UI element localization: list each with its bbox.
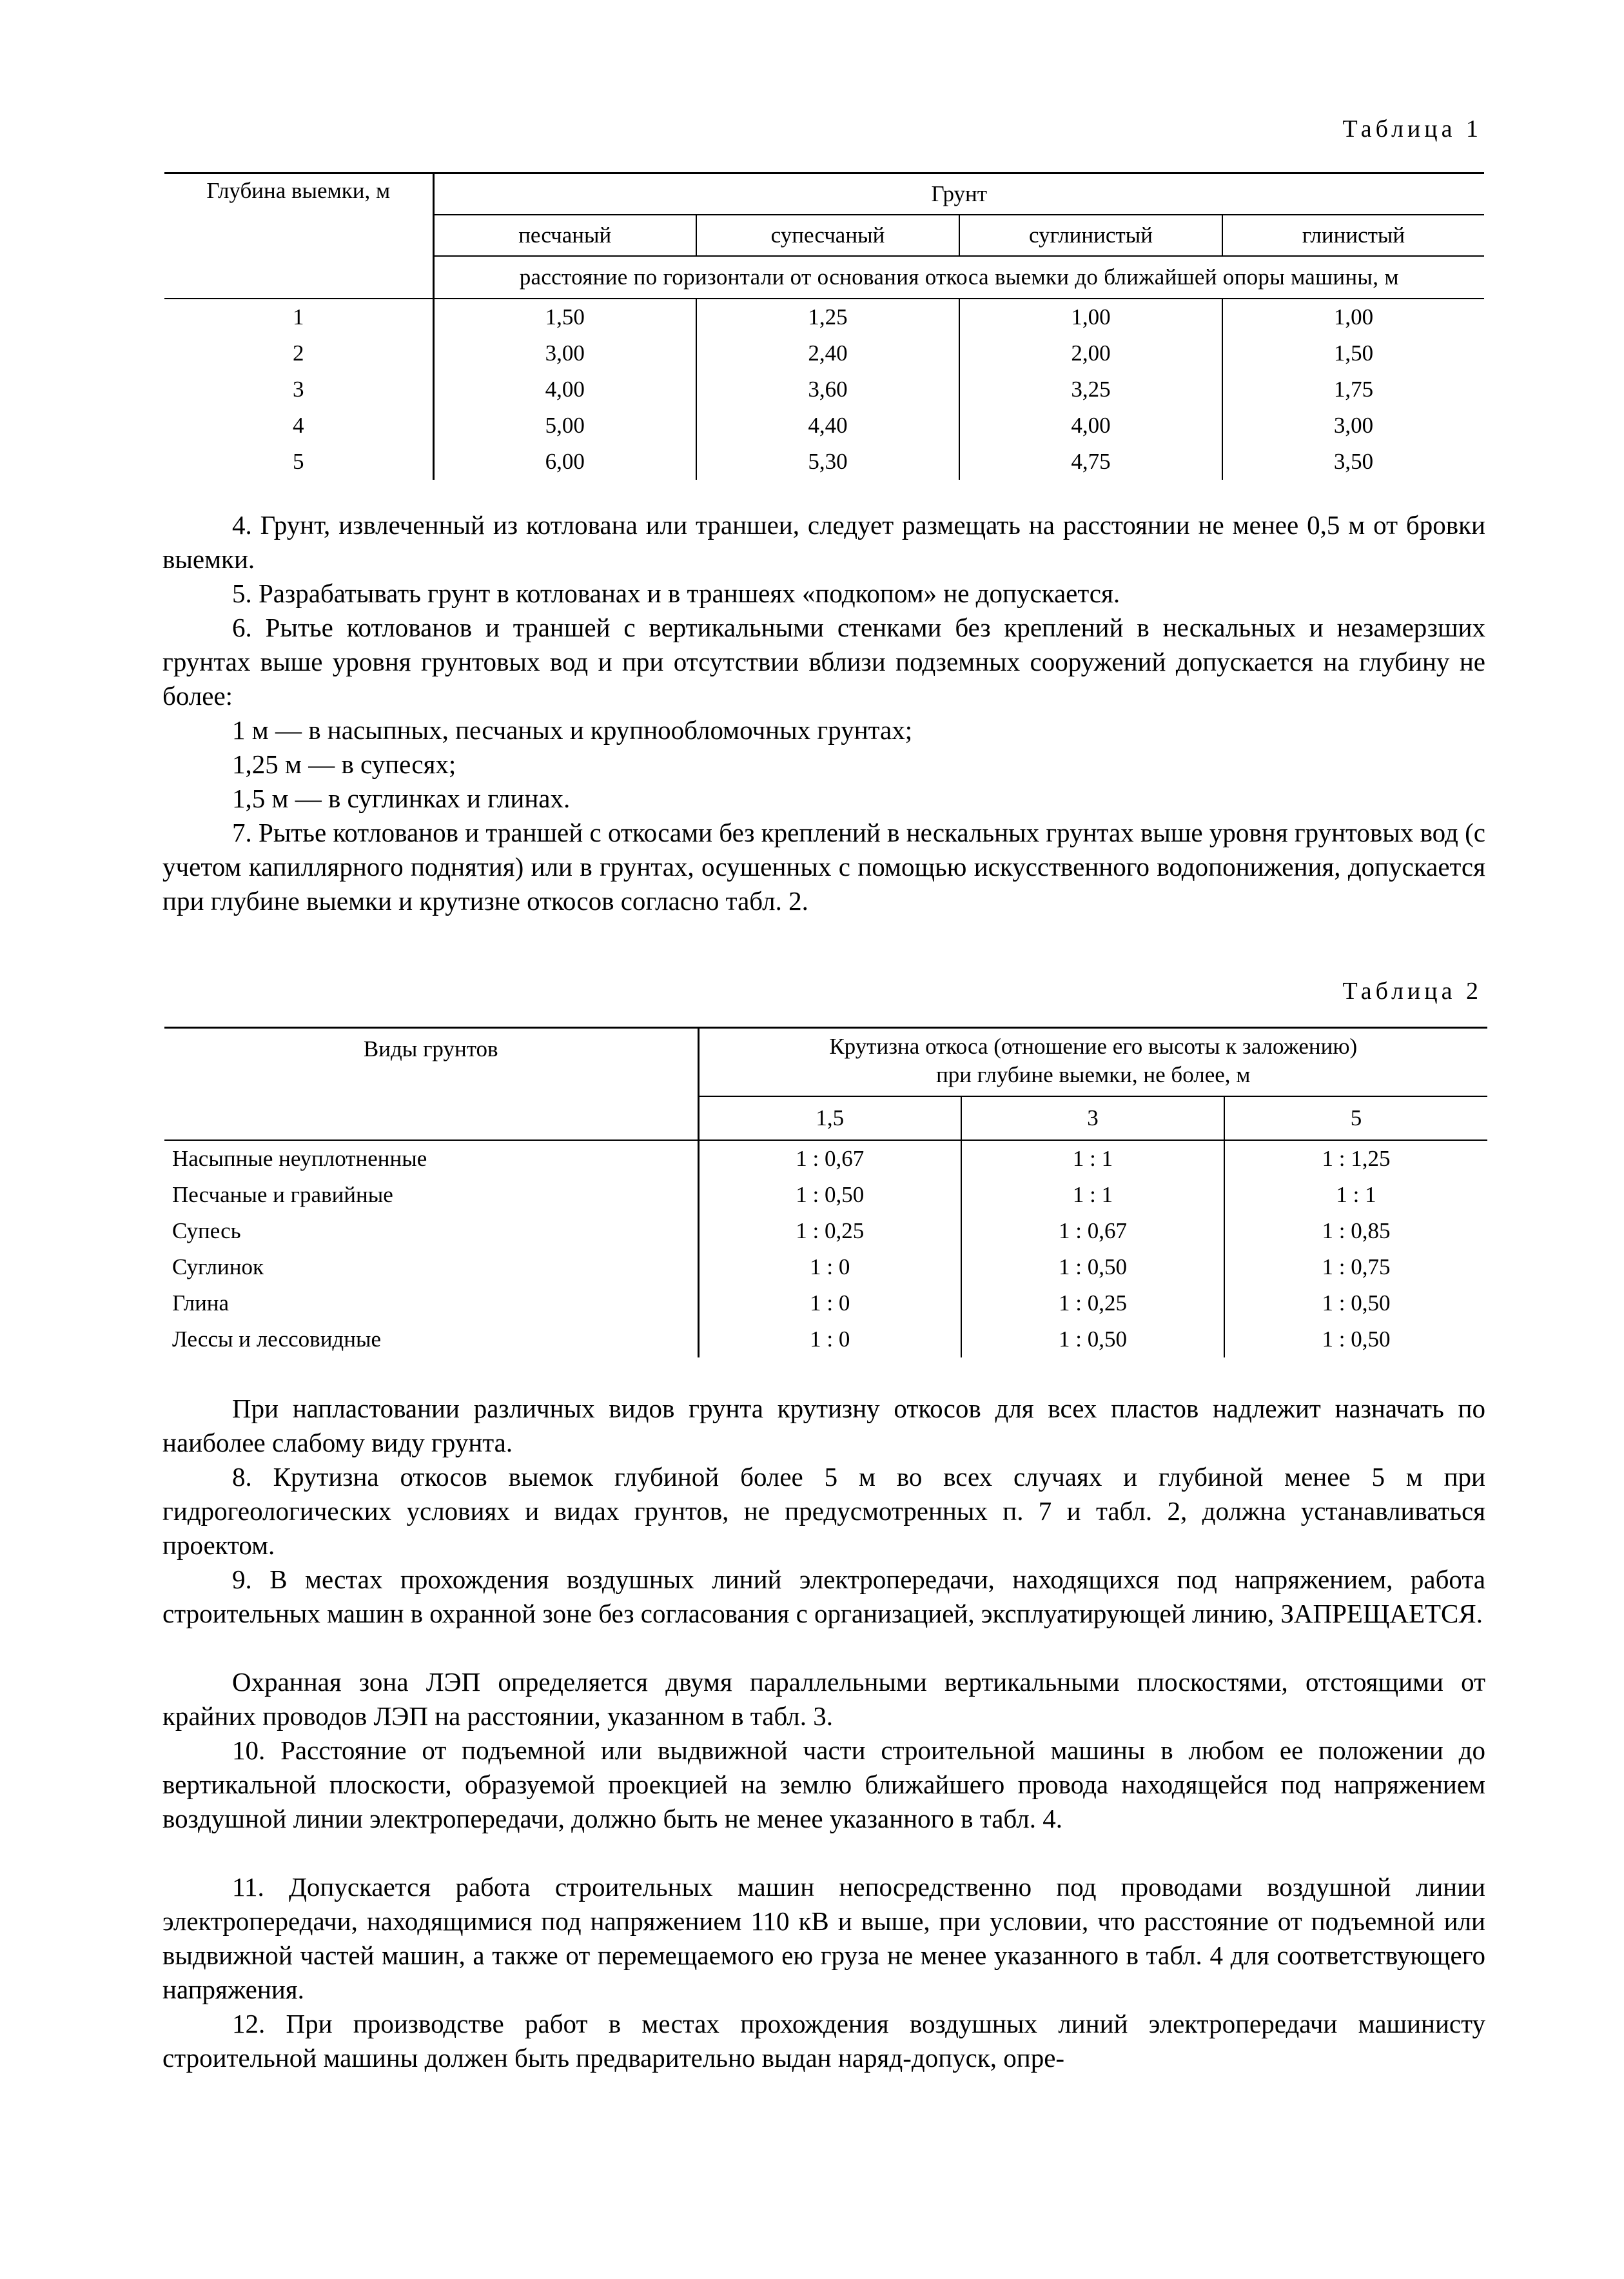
soil-type-header: песчаный bbox=[433, 215, 696, 256]
depth-cell: 1 bbox=[164, 299, 433, 335]
paragraph: 9. В местах прохождения воздушных линий электропередачи, находящихся под напряжением, работа строительных машин в охранной зоне без согласования с организацией, эксплуатирующей линию, ЗАПРЕЩАЕТСЯ. bbox=[162, 1564, 1485, 1628]
value-cell: 5,00 bbox=[433, 408, 696, 444]
value-cell: 3,50 bbox=[1333, 449, 1374, 474]
soil-name-cell: Песчаные и гравийные bbox=[164, 1177, 698, 1213]
depth-header: Глубина выемки, м bbox=[164, 173, 433, 299]
value-cell: 3,25 bbox=[959, 371, 1222, 408]
list-item: 1 м — в насыпных, песчаных и крупнообломочных грунтах; bbox=[232, 715, 913, 745]
depth-header: 1,5 bbox=[698, 1096, 961, 1140]
value-cell: 3,60 bbox=[696, 371, 959, 408]
paragraph: 12. При производстве работ в местах прохождения воздушных линий электропередачи машинисту строительной машины должен быть предварительно выдан наряд-допуск, опре- bbox=[162, 2009, 1485, 2073]
soil-name-cell: Глина bbox=[164, 1285, 698, 1321]
soil-name-cell: Насыпные неуплотненные bbox=[164, 1140, 698, 1177]
value-cell: 1,50 bbox=[433, 299, 696, 335]
slope-cell: 1 : 0 bbox=[698, 1249, 961, 1285]
slope-cell: 1 : 0,50 bbox=[961, 1321, 1224, 1357]
depth-cell: 5 bbox=[164, 444, 433, 480]
distance-note: расстояние по горизонтали от основания откоса выемки до ближайшей опоры машины, м bbox=[433, 256, 1484, 299]
table-row bbox=[164, 1177, 1487, 1213]
table-row bbox=[164, 1285, 1487, 1321]
soil-name-cell: Суглинок bbox=[164, 1249, 698, 1285]
table-row bbox=[164, 1321, 1487, 1357]
slope-cell: 1 : 0,85 bbox=[1322, 1218, 1391, 1243]
soil-name-cell: Супесь bbox=[164, 1213, 698, 1249]
depth-cell: 3 bbox=[164, 371, 433, 408]
soil-header: Грунт bbox=[433, 173, 1484, 215]
table-row bbox=[164, 371, 1484, 408]
paragraph: 8. Крутизна откосов выемок глубиной более 5 м во всех случаях и глубиной менее 5 м при гидрогеологических условиях и видах грунтов, не предусмотренных п. 7 и табл. 2, должна устанавливаться проектом. bbox=[162, 1462, 1485, 1560]
value-cell: 1,75 bbox=[1333, 377, 1374, 402]
slope-header-line2: при глубине выемки, не более, м bbox=[936, 1062, 1251, 1087]
soil-type-header: суглинистый bbox=[959, 215, 1222, 256]
value-cell: 4,40 bbox=[696, 408, 959, 444]
depth-cell: 4 bbox=[164, 408, 433, 444]
paragraph: 11. Допускается работа строительных машин непосредственно под проводами воздушной линии электропередачи, находящимися под напряжением 110 кВ и выше, при условии, что расстояние от подъемной или выдвижной частей машин, а также от перемещаемого ею груза не менее указанного в табл. 4 для соответствующего напряжения. bbox=[162, 1872, 1485, 2004]
slope-cell: 1 : 0,25 bbox=[698, 1213, 961, 1249]
slope-cell: 1 : 0,75 bbox=[1322, 1254, 1391, 1279]
table2-caption: Таблица 2 bbox=[1342, 978, 1482, 1005]
slope-cell: 1 : 1 bbox=[961, 1140, 1224, 1177]
table1-caption: Таблица 1 bbox=[1342, 115, 1482, 143]
paragraph: 10. Расстояние от подъемной или выдвижной части строительной машины в любом ее положении до вертикальной плоскости, образуемой проекцией на землю ближайшего провода находящейся под напряжением воздушной линии электропередачи, должно быть не менее указанного в табл. 4. bbox=[162, 1735, 1485, 1833]
depth-header: 5 bbox=[1224, 1096, 1487, 1140]
paragraph: Охранная зона ЛЭП определяется двумя параллельными вертикальными плоскостями, отстоящими от крайних проводов ЛЭП на расстоянии, указанном в табл. 3. bbox=[162, 1667, 1485, 1731]
slope-cell: 1 : 1,25 bbox=[1224, 1140, 1487, 1177]
value-cell: 1,50 bbox=[1333, 340, 1374, 366]
slope-header-line1: Крутизна откоса (отношение его высоты к заложению) bbox=[829, 1034, 1358, 1059]
value-cell: 4,75 bbox=[959, 444, 1222, 480]
depth-header: 3 bbox=[961, 1096, 1224, 1140]
slope-cell: 1 : 0,50 bbox=[1322, 1327, 1391, 1352]
soil-types-header: Виды грунтов bbox=[164, 1028, 698, 1141]
value-cell: 2,40 bbox=[696, 335, 959, 371]
slope-cell: 1 : 0,50 bbox=[1322, 1290, 1391, 1316]
table-row bbox=[164, 444, 1484, 480]
value-cell: 6,00 bbox=[433, 444, 696, 480]
soil-type-header: глинистый bbox=[1222, 215, 1484, 256]
paragraph: 5. Разрабатывать грунт в котлованах и в траншеях «подкопом» не допускается. bbox=[232, 578, 1120, 608]
value-cell: 1,25 bbox=[696, 299, 959, 335]
table-row bbox=[164, 335, 1484, 371]
value-cell: 3,00 bbox=[1333, 413, 1374, 438]
soil-type-header: супесчаный bbox=[696, 215, 959, 256]
slope-cell: 1 : 1 bbox=[1336, 1182, 1376, 1207]
value-cell: 1,00 bbox=[1222, 299, 1484, 335]
table-row bbox=[164, 1140, 1487, 1177]
paragraph: При напластовании различных видов грунта крутизну откосов для всех пластов надлежит назначать по наиболее слабому виду грунта. bbox=[162, 1394, 1485, 1457]
list-item: 1,25 м — в супесях; bbox=[232, 749, 456, 779]
list-item: 1,5 м — в суглинках и глинах. bbox=[232, 784, 571, 813]
paragraph: 6. Рытье котлованов и траншей с вертикальными стенками без креплений в нескальных и незамерзших грунтах выше уровня грунтовых вод и при отсутствии вблизи подземных сооружений допускается на глубину не более: bbox=[162, 613, 1485, 711]
value-cell: 1,00 bbox=[959, 299, 1222, 335]
soil-name-cell: Лессы и лессовидные bbox=[164, 1321, 698, 1357]
paragraph: 7. Рытье котлованов и траншей с откосами без креплений в нескальных грунтах выше уровня грунтовых вод (с учетом капиллярного поднятия) или в грунтах, осушенных с помощью искусственного водопонижения, допускается при глубине выемки и крутизне откосов согласно табл. 2. bbox=[162, 818, 1485, 916]
slope-cell: 1 : 0 bbox=[698, 1321, 961, 1357]
slope-cell: 1 : 0,50 bbox=[961, 1249, 1224, 1285]
depth-cell: 2 bbox=[164, 335, 433, 371]
value-cell: 4,00 bbox=[959, 408, 1222, 444]
table-row bbox=[164, 299, 1484, 335]
paragraph: 4. Грунт, извлеченный из котлована или траншеи, следует размещать на расстоянии не менее 0,5 м от бровки выемки. bbox=[162, 510, 1485, 574]
slope-header bbox=[698, 1028, 1487, 1097]
table2 bbox=[164, 1027, 1487, 1357]
value-cell: 3,00 bbox=[433, 335, 696, 371]
table-row bbox=[164, 1213, 1487, 1249]
slope-cell: 1 : 0,67 bbox=[698, 1140, 961, 1177]
table-row bbox=[164, 408, 1484, 444]
value-cell: 5,30 bbox=[696, 444, 959, 480]
slope-cell: 1 : 0,25 bbox=[961, 1285, 1224, 1321]
slope-cell: 1 : 1 bbox=[961, 1177, 1224, 1213]
slope-cell: 1 : 0,67 bbox=[961, 1213, 1224, 1249]
value-cell: 4,00 bbox=[433, 371, 696, 408]
table1 bbox=[164, 172, 1484, 480]
slope-cell: 1 : 0,50 bbox=[698, 1177, 961, 1213]
value-cell: 2,00 bbox=[959, 335, 1222, 371]
slope-cell: 1 : 0 bbox=[698, 1285, 961, 1321]
table-row bbox=[164, 1249, 1487, 1285]
